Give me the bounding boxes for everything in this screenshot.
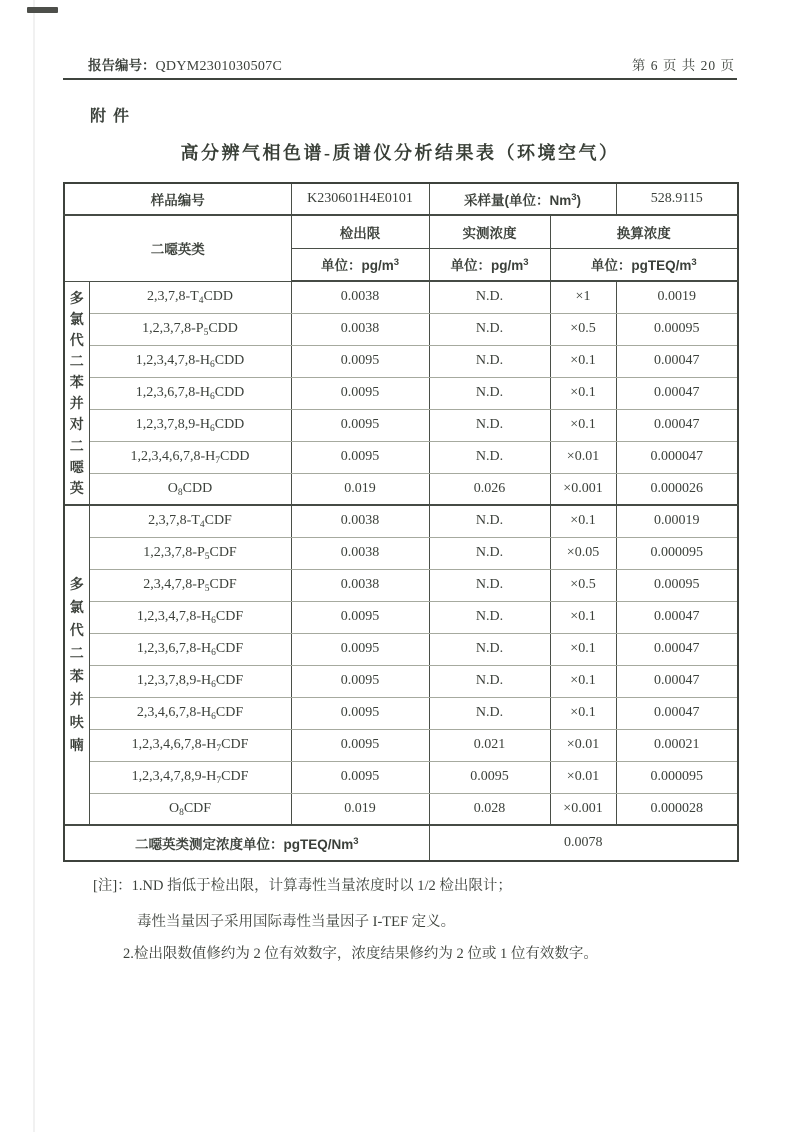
detection-limit-value: 0.019	[291, 793, 429, 825]
teq-value: 0.00047	[616, 697, 738, 729]
note-line-1: [注]：1.ND 指低于检出限，计算毒性当量浓度时以 1/2 检出限计；	[93, 878, 512, 894]
congener-name: $1,2,3,7,8,9-H_6CDF$	[89, 665, 291, 697]
report-number-label: 报告编号：	[88, 58, 156, 73]
group-label-pcdf: 多 氯 代 二 苯 并 呋 喃	[64, 505, 89, 825]
sample-volume-label: 采样量(单位：Nm$^3$)	[429, 183, 616, 215]
congener-name: $2,3,7,8-T_4CDD$	[89, 281, 291, 313]
detection-limit-value: 0.0095	[291, 441, 429, 473]
measured-value: 0.021	[429, 729, 550, 761]
teq-value: 0.00047	[616, 409, 738, 441]
sample-id-label: 样品编号	[64, 183, 291, 215]
page-indicator: 第 6 页 共 20 页	[631, 58, 735, 73]
tef-factor: ×0.5	[550, 569, 616, 601]
tef-factor: ×0.1	[550, 345, 616, 377]
measured-value: N.D.	[429, 345, 550, 377]
detection-limit-value: 0.0095	[291, 697, 429, 729]
table-row	[64, 569, 738, 601]
congener-name: $2,3,7,8-T_4CDF$	[89, 505, 291, 537]
teq-value: 0.00047	[616, 601, 738, 633]
congener-name: $O_8CDF$	[89, 793, 291, 825]
measured-value: N.D.	[429, 537, 550, 569]
column-header-row	[64, 215, 738, 248]
note-tag: [注]：	[93, 878, 132, 894]
teq-value: 0.00019	[616, 505, 738, 537]
table-row	[64, 345, 738, 377]
scan-mark-artifact	[27, 7, 58, 13]
measured-value: N.D.	[429, 313, 550, 345]
measured-value: N.D.	[429, 633, 550, 665]
table-row	[64, 441, 738, 473]
measured-value: N.D.	[429, 441, 550, 473]
note-line-3: 2.检出限数值修约为 2 位有效数字，浓度结果修约为 2 位或 1 位有效数字。	[123, 946, 598, 962]
table-row	[64, 601, 738, 633]
report-number-value: QDYM2301030507C	[155, 59, 283, 74]
teq-value: 0.00095	[616, 569, 738, 601]
detection-limit-value: 0.0095	[291, 377, 429, 409]
detection-limit-value: 0.0038	[291, 313, 429, 345]
measured-value: N.D.	[429, 697, 550, 729]
table-row	[64, 281, 738, 313]
group-label-pcdd: 多 氯 代 二 苯 并 对 二 噁 英	[64, 281, 89, 505]
measured-value: 0.026	[429, 473, 550, 505]
table-row	[64, 729, 738, 761]
tef-factor: ×0.1	[550, 505, 616, 537]
tef-factor: ×0.001	[550, 473, 616, 505]
detection-limit-header: 检出限	[291, 215, 429, 248]
teq-value: 0.00021	[616, 729, 738, 761]
congener-name: $1,2,3,6,7,8-H_6CDF$	[89, 633, 291, 665]
table-row	[64, 665, 738, 697]
teq-value: 0.000026	[616, 473, 738, 505]
teq-value: 0.00047	[616, 345, 738, 377]
detection-limit-value: 0.0038	[291, 537, 429, 569]
table-row	[64, 793, 738, 825]
detection-limit-value: 0.019	[291, 473, 429, 505]
detection-limit-value: 0.0095	[291, 601, 429, 633]
congener-name: $1,2,3,7,8,9-H_6CDD$	[89, 409, 291, 441]
detection-limit-value: 0.0095	[291, 665, 429, 697]
dioxin-class-header: 二噁英类	[64, 215, 291, 281]
teq-value: 0.00095	[616, 313, 738, 345]
detection-limit-value: 0.0095	[291, 345, 429, 377]
tef-factor: ×0.1	[550, 409, 616, 441]
measured-value: N.D.	[429, 281, 550, 313]
table-row	[64, 633, 738, 665]
table-row	[64, 505, 738, 537]
measured-value: N.D.	[429, 505, 550, 537]
teq-value: 0.00047	[616, 665, 738, 697]
tef-factor: ×0.5	[550, 313, 616, 345]
measured-value: N.D.	[429, 601, 550, 633]
total-teq-label: 二噁英类测定浓度单位：pgTEQ/Nm$^3$	[64, 825, 429, 861]
tef-factor: ×0.05	[550, 537, 616, 569]
sample-id-value: K230601H4E0101	[291, 183, 429, 215]
congener-name: $1,2,3,4,7,8,9-H_7CDF$	[89, 761, 291, 793]
tef-factor: ×0.1	[550, 633, 616, 665]
congener-name: $1,2,3,7,8-P_5CDD$	[89, 313, 291, 345]
tef-factor: ×1	[550, 281, 616, 313]
table-row	[64, 761, 738, 793]
total-teq-value: 0.0078	[429, 825, 738, 861]
header-rule	[63, 78, 737, 80]
measured-value: N.D.	[429, 665, 550, 697]
congener-name: $1,2,3,6,7,8-H_6CDD$	[89, 377, 291, 409]
teq-value: 0.00047	[616, 633, 738, 665]
congener-tbody	[64, 281, 738, 825]
table-row	[64, 473, 738, 505]
teq-value: 0.000095	[616, 761, 738, 793]
teq-value: 0.000095	[616, 537, 738, 569]
measured-value: N.D.	[429, 569, 550, 601]
detection-limit-value: 0.0095	[291, 633, 429, 665]
page-title: 高分辨气相色谱-质谱仪分析结果表（环境空气）	[180, 143, 620, 163]
table-row	[64, 537, 738, 569]
scan-edge-artifact	[33, 0, 35, 1132]
congener-name: $1,2,3,4,7,8-H_6CDD$	[89, 345, 291, 377]
congener-name: $1,2,3,4,6,7,8-H_7CDF$	[89, 729, 291, 761]
converted-unit: 单位：pgTEQ/$m^3$	[550, 248, 738, 281]
measured-value: N.D.	[429, 409, 550, 441]
tef-factor: ×0.1	[550, 377, 616, 409]
detection-limit-unit: 单位：$pg/m^3$	[291, 248, 429, 281]
document-header	[63, 54, 737, 74]
congener-name: $1,2,3,4,6,7,8-H_7CDD$	[89, 441, 291, 473]
teq-value: 0.000047	[616, 441, 738, 473]
notes-section	[63, 876, 737, 964]
detection-limit-value: 0.0095	[291, 729, 429, 761]
teq-value: 0.0019	[616, 281, 738, 313]
measured-value: 0.028	[429, 793, 550, 825]
tef-factor: ×0.001	[550, 793, 616, 825]
total-teq-row	[64, 825, 738, 861]
tef-factor: ×0.01	[550, 441, 616, 473]
report-number	[88, 54, 282, 75]
sample-info-row	[64, 183, 738, 215]
measured-value: 0.0095	[429, 761, 550, 793]
tef-factor: ×0.01	[550, 761, 616, 793]
analysis-results-table	[63, 182, 739, 862]
teq-value: 0.000028	[616, 793, 738, 825]
sample-volume-value: 528.9115	[616, 183, 738, 215]
detection-limit-value: 0.0038	[291, 281, 429, 313]
detection-limit-value: 0.0038	[291, 569, 429, 601]
congener-name: $O_8CDD$	[89, 473, 291, 505]
header-rows	[64, 183, 738, 281]
converted-header: 换算浓度	[550, 215, 738, 248]
tef-factor: ×0.1	[550, 665, 616, 697]
detection-limit-value: 0.0095	[291, 409, 429, 441]
table-row	[64, 377, 738, 409]
measured-unit: 单位：$pg/m^3$	[429, 248, 550, 281]
congener-name: $2,3,4,6,7,8-H_6CDF$	[89, 697, 291, 729]
detection-limit-value: 0.0038	[291, 505, 429, 537]
table-row	[64, 313, 738, 345]
table-row	[64, 697, 738, 729]
measured-header: 实测浓度	[429, 215, 550, 248]
measured-value: N.D.	[429, 377, 550, 409]
table-row	[64, 409, 738, 441]
teq-value: 0.00047	[616, 377, 738, 409]
detection-limit-value: 0.0095	[291, 761, 429, 793]
tef-factor: ×0.1	[550, 601, 616, 633]
footer-rows	[64, 825, 738, 861]
congener-name: $1,2,3,4,7,8-H_6CDF$	[89, 601, 291, 633]
tef-factor: ×0.01	[550, 729, 616, 761]
note-line-2: 毒性当量因子采用国际毒性当量因子 I-TEF 定义。	[137, 914, 456, 930]
congener-name: $2,3,4,7,8-P_5CDF$	[89, 569, 291, 601]
attachment-label: 附件	[90, 108, 137, 125]
congener-name: $1,2,3,7,8-P_5CDF$	[89, 537, 291, 569]
tef-factor: ×0.1	[550, 697, 616, 729]
